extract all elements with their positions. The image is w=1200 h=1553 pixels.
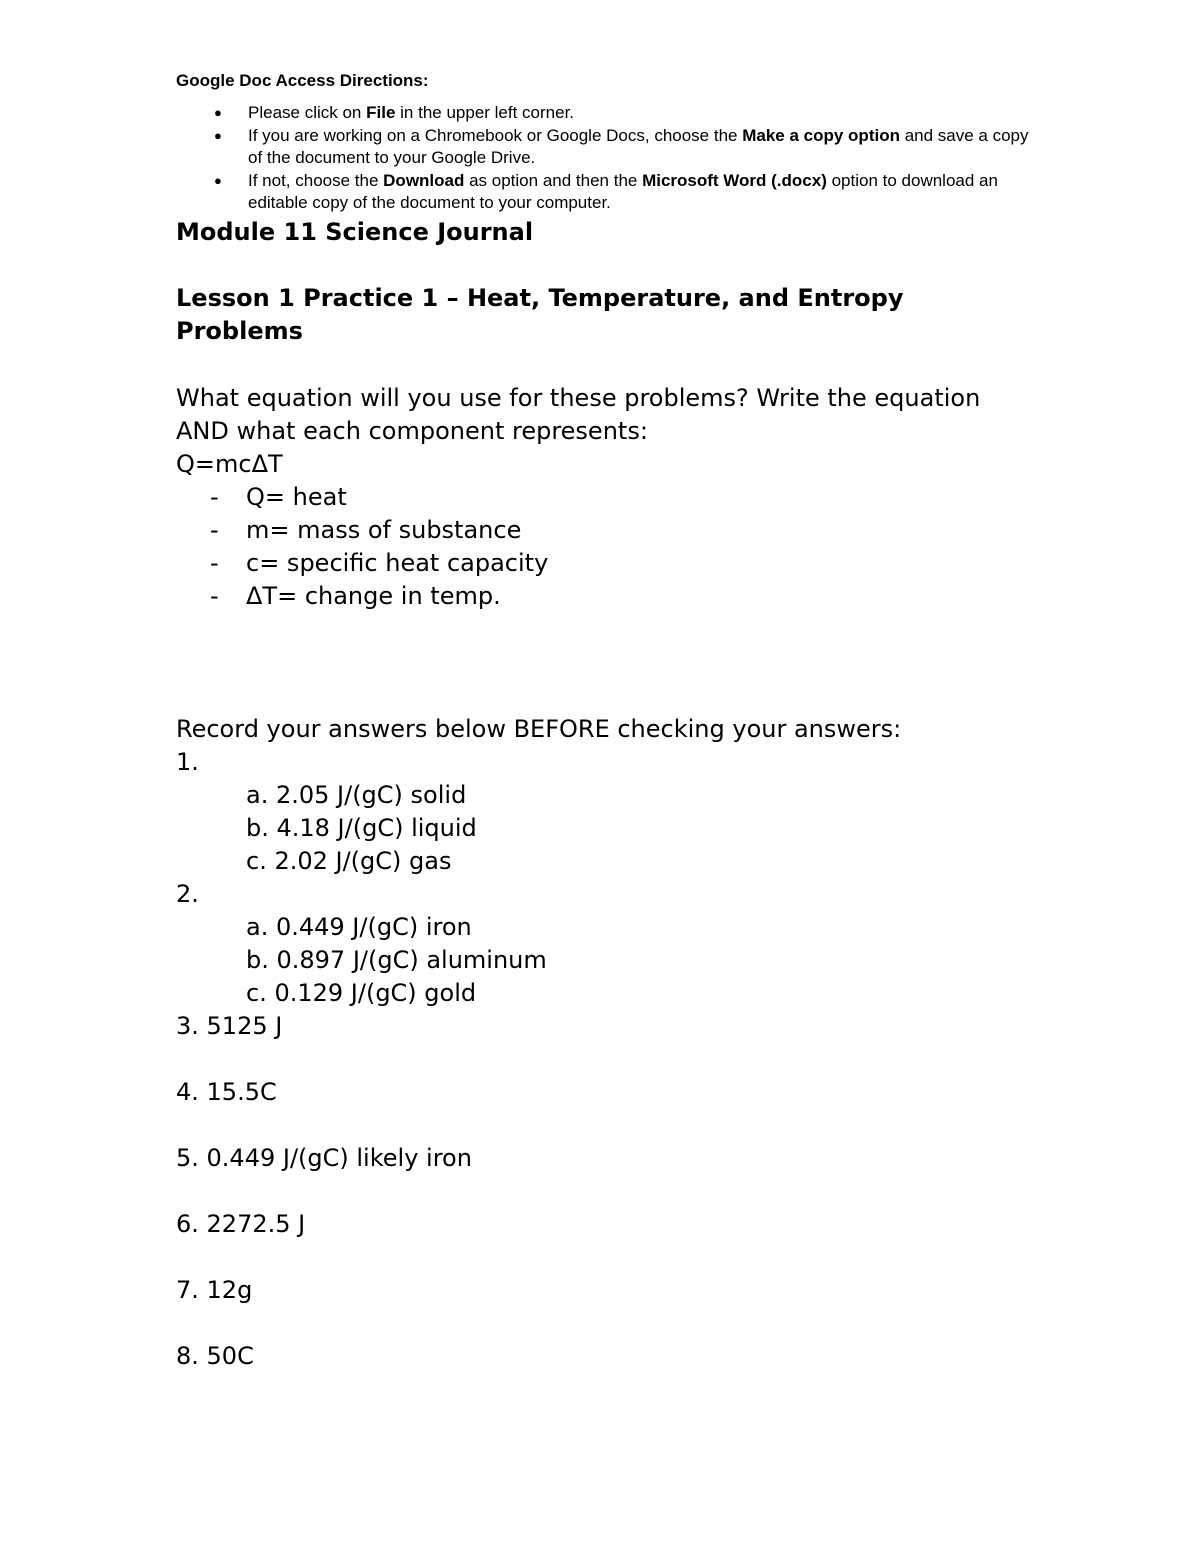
- directions-title: Google Doc Access Directions:: [176, 71, 429, 90]
- answer-1-label: 1.: [176, 748, 199, 776]
- component-item: - c= specific heat capacity: [176, 547, 548, 580]
- dash-bullet: -: [210, 582, 219, 610]
- answer-2a: a. 0.449 J/(gC) iron: [246, 913, 472, 941]
- answer-2c: c. 0.129 J/(gC) gold: [246, 979, 477, 1007]
- direction-item-download: ● If not, choose the Download as option and then the Microsoft Word (.docx) option to download an editable copy of the document to your computer.: [214, 170, 998, 212]
- record-prompt: Record your answers below BEFORE checking your answers:: [176, 715, 902, 743]
- answer-8: 8. 50C: [176, 1342, 254, 1370]
- answer-1c: c. 2.02 J/(gC) gas: [246, 847, 452, 875]
- question-block: [176, 382, 1036, 481]
- make-copy-reference: Make a copy option: [742, 125, 900, 145]
- module-title: Module 11 Science Journal: [176, 218, 534, 246]
- bullet-icon: ●: [214, 172, 222, 188]
- component-item: - m= mass of substance: [176, 514, 548, 547]
- answer-5: 5. 0.449 J/(gC) likely iron: [176, 1144, 472, 1172]
- answer-6: 6. 2272.5 J: [176, 1210, 306, 1238]
- equation-components-list: [176, 481, 548, 613]
- component-item: - Q= heat: [176, 481, 548, 514]
- answer-2b: b. 0.897 J/(gC) aluminum: [246, 946, 547, 974]
- answer-1a: a. 2.05 J/(gC) solid: [246, 781, 467, 809]
- dash-bullet: -: [210, 483, 219, 511]
- bullet-icon: ●: [214, 127, 222, 143]
- equation: Q=mcΔT: [176, 450, 283, 478]
- spacer: [176, 1241, 1036, 1274]
- answer-1b: b. 4.18 J/(gC) liquid: [246, 814, 477, 842]
- direction-item-file: ● Please click on File in the upper left corner.: [176, 102, 1036, 125]
- spacer: [176, 1175, 1036, 1208]
- directions-list: [176, 102, 1036, 215]
- bullet-icon: ●: [214, 105, 222, 120]
- file-menu-reference: File: [366, 103, 396, 122]
- question-text: What equation will you use for these problems? Write the equation AND what each component represents:: [176, 384, 981, 445]
- component-item: - ΔT= change in temp.: [176, 580, 548, 613]
- direction-item-make-copy: ● If you are working on a Chromebook or Google Docs, choose the Make a copy option and save a copy of the document to your Google Drive.: [214, 125, 1029, 167]
- lesson-title: Lesson 1 Practice 1 – Heat, Temperature, and Entropy Problems: [176, 284, 904, 345]
- answers-block: [176, 746, 1036, 1373]
- answer-3: 3. 5125 J: [176, 1012, 283, 1040]
- answer-7: 7. 12g: [176, 1276, 253, 1304]
- spacer: [176, 1307, 1036, 1340]
- dash-bullet: -: [210, 549, 219, 577]
- answer-4: 4. 15.5C: [176, 1078, 277, 1106]
- download-reference: Download: [383, 170, 465, 190]
- dash-bullet: -: [210, 516, 219, 544]
- spacer: [176, 1109, 1036, 1142]
- answer-2-label: 2.: [176, 880, 199, 908]
- docx-reference: Microsoft Word (.docx): [642, 170, 827, 190]
- spacer: [176, 1043, 1036, 1076]
